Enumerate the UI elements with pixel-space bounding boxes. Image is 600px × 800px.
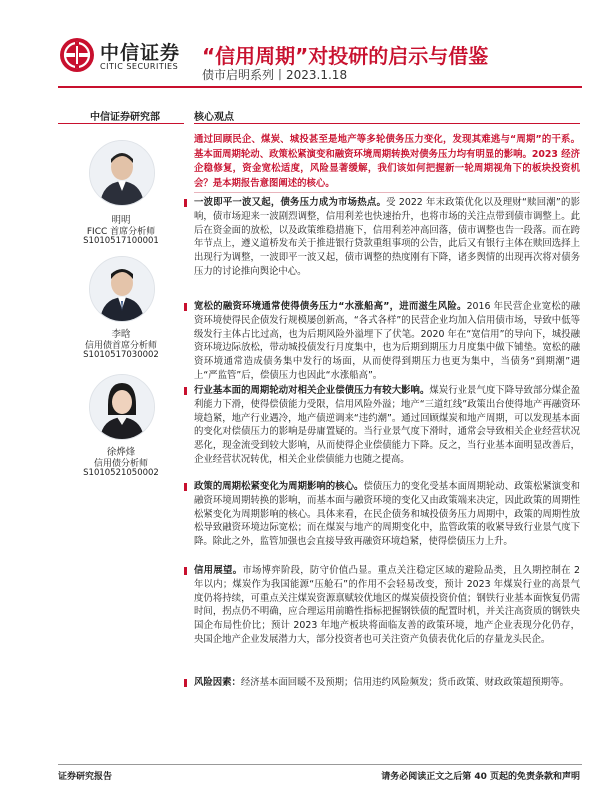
paragraph-text: 市场博弈阶段，防守价值凸显。重点关注稳定区域的避险品类，且久期控制在 2 年以内；煤炭作为我国能源“压舱石”的作用不会轻易改变，预计 2023 年煤炭行业的高景气度仍将持续，可重点关注煤炭资源禀赋较优地区的煤炭债投资价值；钢铁行业基本面恢复仍需时间，拐点仍不明确，应合理运用前瞻性指标把握钢铁债的配置时机，并关注高资质的钢铁央国企布局性价比；预计 2023 年地产板块将面临友善的政策环境，地产企业表现分化仍存，央国企地产企业发展潜力大，部分投资者也可关注资产负债表优化后的存量龙头民企。 — [194, 565, 580, 645]
paragraph-text: 受 2022 年末政策优化以及理财“赎回潮”的影响，债市场迎来一波剧烈调整，信用利差也快速抬升，也将市场的关注点带到债市调整上。此后在资金面的放松，以及政策维稳措施下，信用利差冲高回落，债市调整也告一段落。而在跨年节点上，遵义道桥发布关于推进银行贷款重组事项的公告，此后又有银行主体在赎回选择上出现行为调整，一波即平一波又起，债市调整的热度刚有下降，诸多舆情的出现再次将对债务压力的讨论推向舆论中心。 — [194, 197, 580, 277]
footer-report-type: 证券研究报告 — [58, 772, 113, 782]
bullet-marker — [184, 567, 187, 575]
paragraph-text: 经济基本面回暖不及预期；信用违约风险频发；货币政策、财政政策超预期等。 — [240, 677, 570, 688]
bullet-marker — [184, 199, 187, 207]
brand-name-cn: 中信证券 — [100, 42, 181, 64]
paragraph-text: 偿债压力的变化受基本面周期轮动、政策松紧演变和融资环境周期转换的影响，而基本面与融资环境的变化又由政策端来决定，因此政策的周期性松紧变化为周期影响的核心。具体来看，在民企债务和城投债务压力周期中，政策的周期性放松导致融资环境边际宽松；而在煤炭与地产的周期变化中，监管政策的收紧导致行业景气度下降。除此之外，监管加强也会直接导致再融资环境趋紧，使得偿债压力上升。 — [194, 481, 580, 548]
research-dept-heading: 中信证券研究部 — [90, 112, 160, 123]
analyst-role: 信用债首席分析师 — [84, 341, 157, 351]
paragraph — [194, 480, 580, 549]
citic-logo — [58, 36, 198, 78]
analyst-name: 徐烨烽 — [106, 447, 136, 458]
report-title: “信用周期”对投研的启示与借鉴 — [202, 44, 489, 68]
paragraph — [194, 196, 580, 279]
analyst-name: 明明 — [111, 215, 131, 226]
analyst-avatar — [89, 140, 155, 206]
core-views-divider — [194, 123, 580, 124]
paragraph-lead: 行业基本面的周期轮动对相关企业偿债压力有较大影响。 — [194, 385, 430, 396]
citic-logo-icon — [58, 36, 96, 74]
analyst-avatar — [89, 374, 155, 440]
report-subtitle: 债市启明系列丨2023.1.18 — [202, 68, 348, 82]
bullet-marker — [184, 483, 187, 491]
paragraph — [194, 384, 580, 467]
paragraph-text: 煤炭行业景气度下降导致部分煤企盈利能力下滑，使得偿债能力受限，信用风险外溢；地产“三道红线”政策出台使得地产再融资环境趋紧，地产行业遇冷，地产债逆调来“违约潮”。通过回顾煤炭和地产周期，可以发现基本面的变化对偿债压力的影响是毋庸置疑的。当行业景气度下滑时，通常会导致相关企业经营状况恶化，现金流受到较大影响，从而使得企业偿债能力下降。反之，当行业基本面明显改善后，企业经营状况转优，相关企业偿债能力也随之提高。 — [194, 385, 580, 465]
person-icon — [90, 141, 154, 205]
analyst-role: FICC 首席分析师 — [86, 227, 156, 237]
summary-divider — [194, 192, 580, 193]
bullet-marker — [184, 303, 187, 311]
footer-disclaimer: 请务必阅读正文之后第 40 页起的免责条款和声明 — [381, 772, 580, 782]
paragraph-text: 2016 年民营企业宽松的融资环境使得民企债发行规模屡创新高，“各式各样”的民营企业均加入信用债市场，导致中低等级发行主体占比过高，也为后期风险外溢埋下了伏笔。2020 年在“宽信用”的导向下，城投融资环境边际放松，带动城投债发行月度集中，也为后期到期压力月度集中做下铺垫。宽松的融资环境通常造成债务集中发行的场面，从而使得到期压力也更为集中，当债务“到期潮”遇上“严监管”后，偿债压力也因此“水涨船高”。 — [194, 301, 581, 381]
person-icon — [90, 375, 154, 439]
brand-name-en: CITIC SECURITIES — [100, 62, 179, 71]
paragraph — [194, 676, 580, 690]
analyst-id: S1010517030002 — [83, 350, 159, 360]
summary-text: 通过回顾民企、煤炭、城投甚至是地产等多轮债务压力变化，发现其难逃与“周期”的干系。基本面周期轮动、政策松紧演变和融资环境周期转换对债务压力均有明显的影响。2023 经济企稳修复，资金宽松适度，风险显著缓解，我们该如何把握新一轮周期视角下的板块投资机会？是本期报告意图阐述的核心。 — [194, 134, 580, 189]
bullet-marker — [184, 387, 187, 395]
footer-divider — [58, 764, 582, 765]
paragraph-lead: 风险因素： — [194, 677, 241, 688]
analyst-id: S1010517100001 — [83, 236, 159, 246]
bullet-marker — [184, 679, 187, 687]
header-divider — [58, 86, 582, 88]
analyst-avatar — [89, 256, 155, 322]
analyst-role: 信用债分析师 — [93, 459, 148, 469]
paragraph-lead: 一波即平一波又起，债务压力成为市场热点。 — [194, 197, 387, 208]
paragraph-lead: 信用展望。 — [194, 565, 243, 576]
paragraph — [194, 564, 580, 647]
core-views-heading: 核心观点 — [194, 112, 234, 123]
paragraph — [194, 300, 580, 383]
analyst-name: 李晗 — [111, 329, 131, 340]
paragraph-lead: 宽松的融资环境通常使得债务压力“水涨船高”，进而滋生风险。 — [194, 301, 467, 312]
paragraph-lead: 政策的周期松紧变化为周期影响的核心。 — [194, 481, 364, 492]
left-heading-divider — [58, 123, 184, 124]
person-icon — [90, 257, 154, 321]
analyst-id: S1010521050002 — [83, 468, 159, 478]
